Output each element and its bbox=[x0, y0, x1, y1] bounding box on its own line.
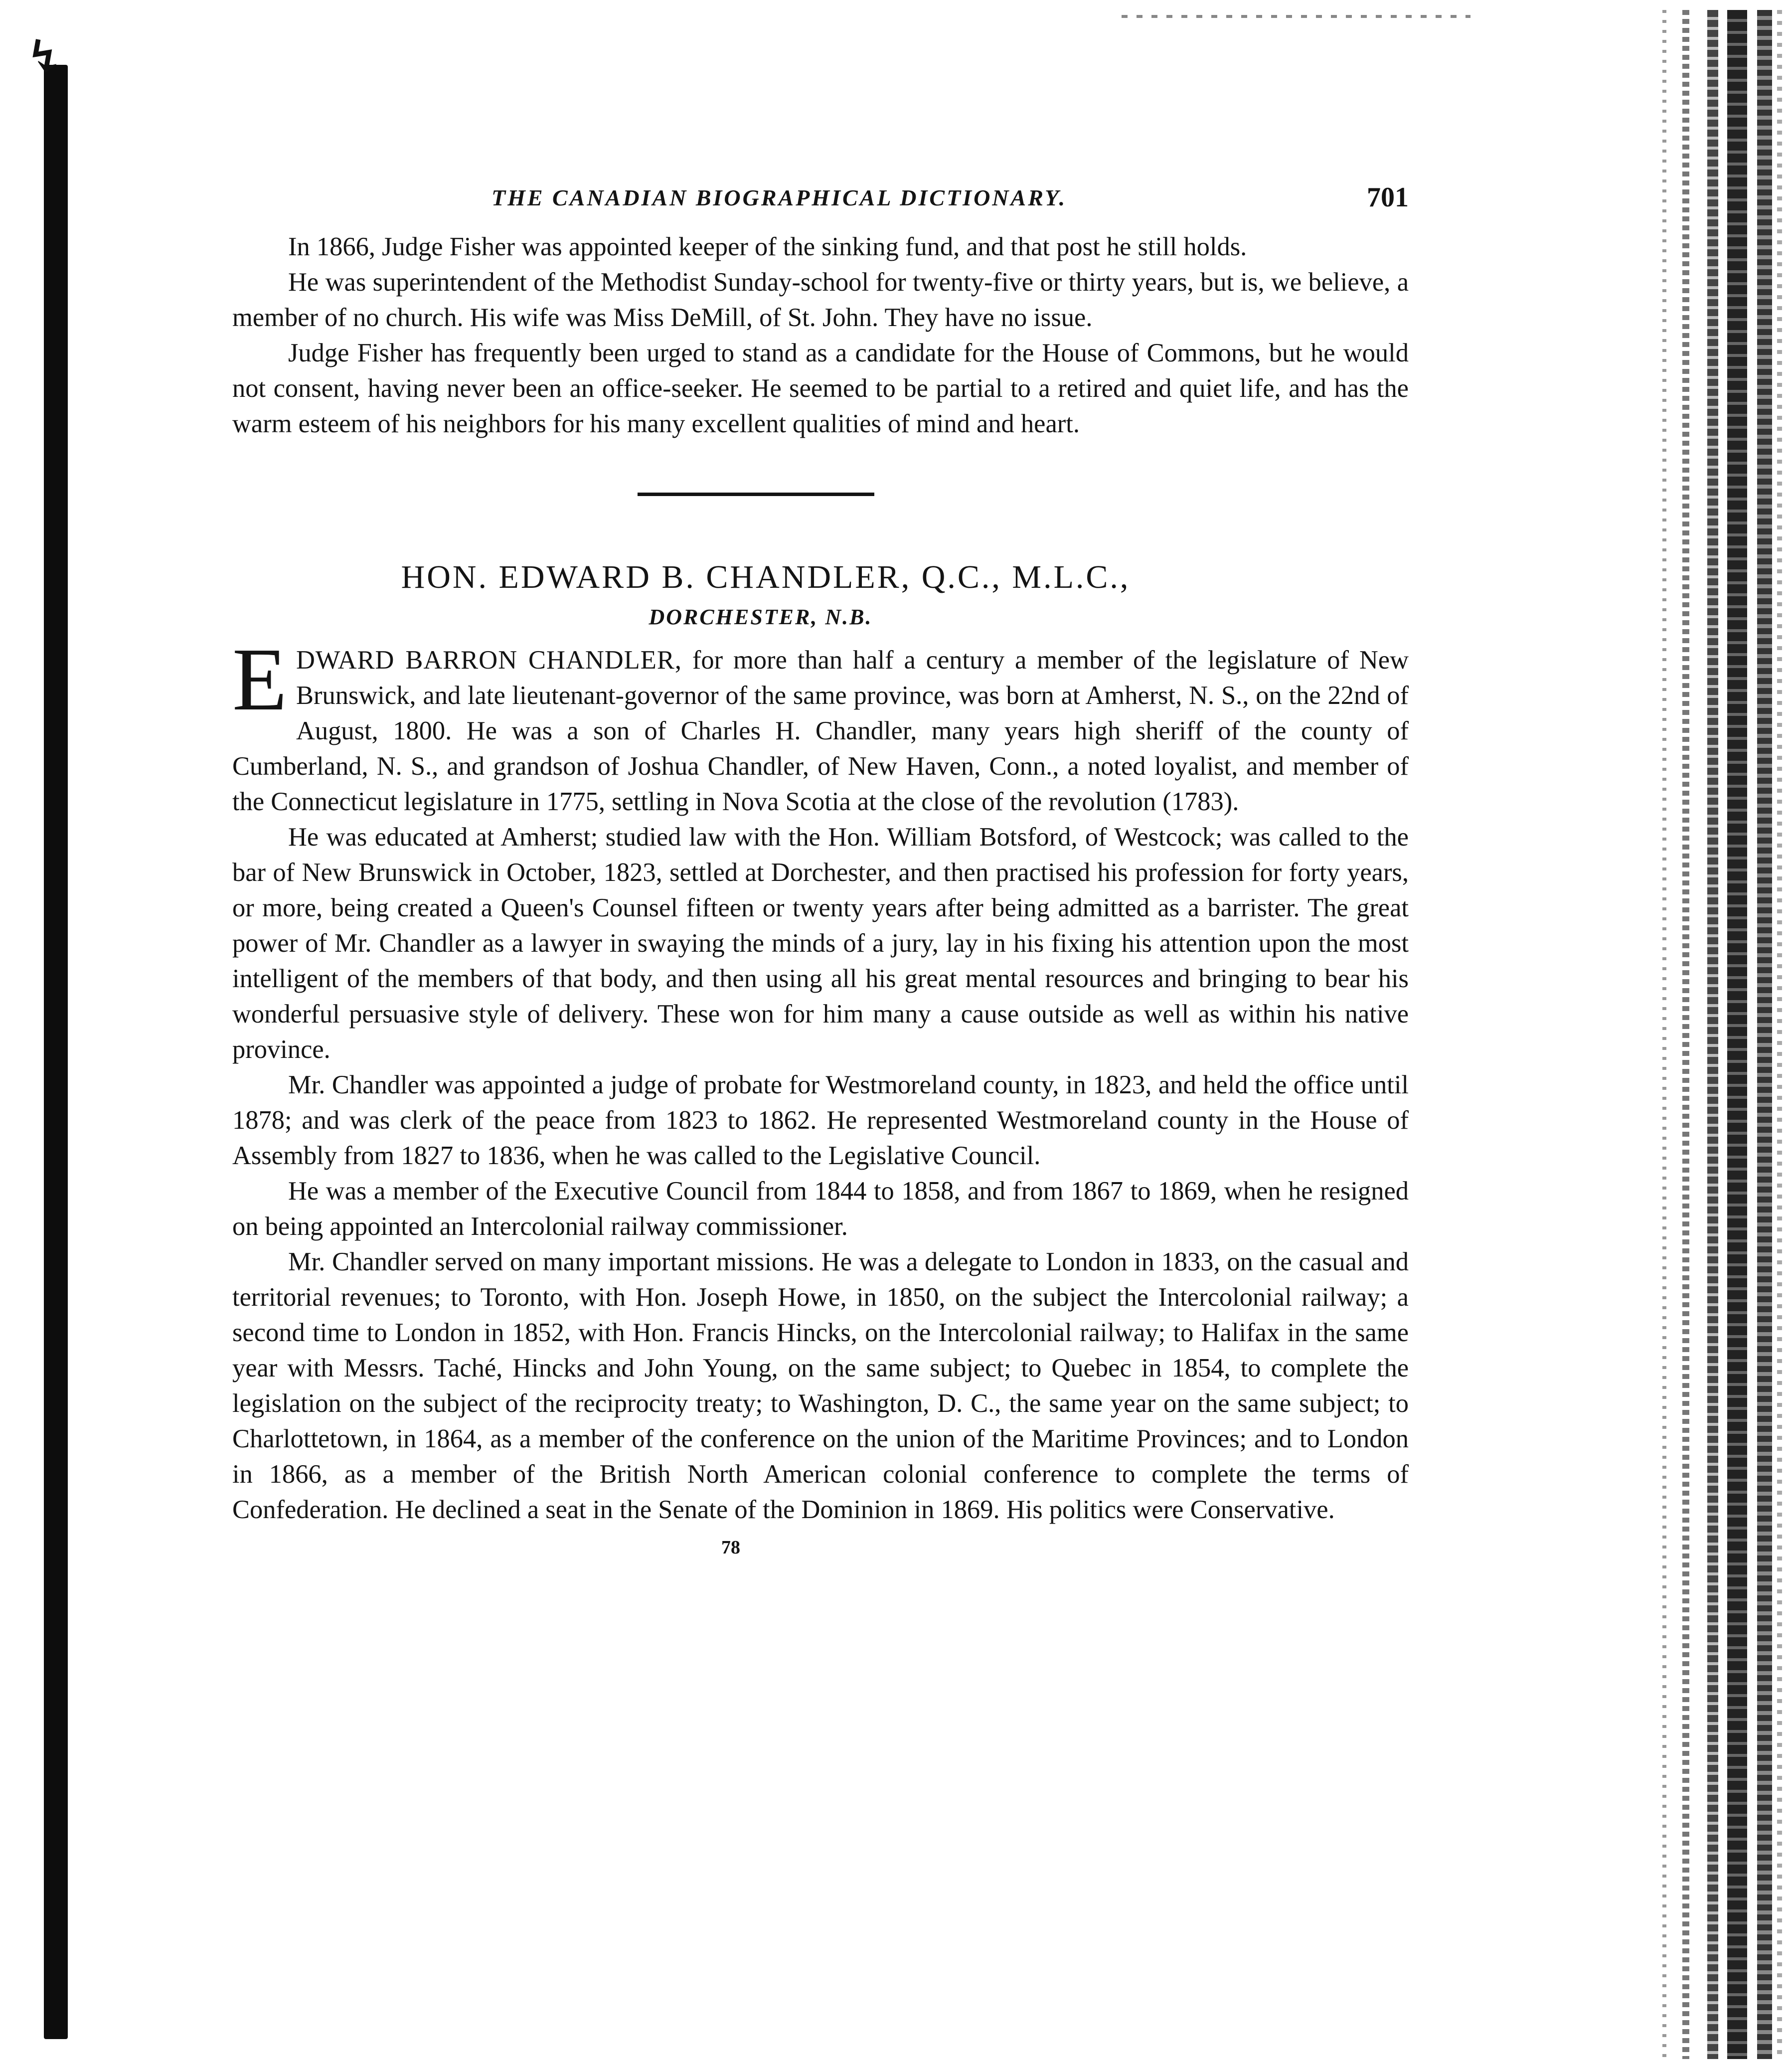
paragraph: In 1866, Judge Fisher was appointed keeper of the sinking fund, and that post he still holds. bbox=[288, 232, 1247, 261]
paragraph: He was educated at Amherst; studied law with the Hon. William Botsford, of Westcock; was called to the bar of New Brunswick in October, 1823, settled at Dorchester, and then practised his profession for forty years, or more, being created a Queen's Counsel fifteen or twenty years after being admitted as a barrister. The great power of Mr. Chandler as a lawyer in swaying the minds of a jury, lay in his fixing his attention upon the most intelligent of the members of that body, and then using all his great mental resources and bringing to bear his wonderful persuasive style of delivery. These won for him many a cause outside as well as within his native province. bbox=[232, 823, 1409, 1064]
paragraph: He was superintendent of the Methodist Sunday-school for twenty-five or thirty years, but is, we believe, a member of no church. His wife was Miss DeMill, of St. John. They have no issue. bbox=[232, 268, 1409, 332]
paragraph: Mr. Chandler was appointed a judge of probate for Westmoreland county, in 1823, and held the office until 1878; and was clerk of the peace from 1823 to 1862. He represented Westmoreland county in the House of Assembly from 1827 to 1836, when he was called to the Legislative Council. bbox=[232, 1070, 1409, 1170]
paragraph: Judge Fisher has frequently been urged to stand as a candidate for the House of Commons, but he would not consent, having never been an office-seeker. He seemed to be partial to a retired and quiet life, and has the warm esteem of his neighbors for his many excellent qualities of mind and heart. bbox=[232, 339, 1409, 438]
running-head bbox=[232, 184, 1409, 229]
previous-entry bbox=[232, 229, 1409, 442]
entry-heading: HON. EDWARD B. CHANDLER, Q.C., M.L.C., bbox=[401, 559, 1131, 595]
scan-artifact bbox=[1122, 15, 1470, 18]
lead-paragraph bbox=[232, 630, 1409, 820]
entry-location: DORCHESTER, N.B. bbox=[649, 605, 873, 629]
adjacent-page-edge bbox=[1652, 10, 1792, 2059]
running-title: THE CANADIAN BIOGRAPHICAL DICTIONARY. bbox=[491, 185, 1067, 210]
paragraph: Mr. Chandler served on many important missions. He was a delegate to London in 1833, on the casual and territorial revenues; to Toronto, with Hon. Joseph Howe, in 1850, on the subject the Intercolonial railway; a second time to London in 1852, with Hon. Francis Hincks, on the Intercolonial railway; to Halifax in the same year with Messrs. Taché, Hincks and John Young, on the same subject; to Quebec in 1854, to complete the legislation on the subject of the reciprocity treaty; to Washington, D. C., the same year on the same subject; to Charlottetown, in 1864, as a member of the conference on the union of the Maritime Provinces; and to London in 1866, as a member of the British North American colonial conference to complete the terms of Confederation. He declined a seat in the Senate of the Dominion in 1869. His politics were Conservative. bbox=[232, 1247, 1409, 1524]
entry-body bbox=[232, 630, 1409, 1528]
lead-text: for more than half a century a member of the legislature of New Brunswick, and late lieutenant-governor of the same province, was born at Amherst, N. S., on the 22nd of August, 1800. He was a son of Charles H. Chandler, many years high sheriff of the county of Cumberland, N. S., and grandson of Joshua Chandler, of New Haven, Conn., a noted loyalist, and member of the Connecticut legislature in 1775, settling in Nova Scotia at the close of the revolution (1783). bbox=[232, 646, 1409, 816]
section-divider bbox=[638, 493, 874, 496]
binding-mark-icon: ↯ bbox=[25, 32, 63, 82]
page-content bbox=[232, 184, 1409, 1558]
drop-cap: E bbox=[232, 630, 287, 729]
binding-shadow bbox=[44, 65, 68, 2039]
page-number: 701 bbox=[1367, 182, 1409, 213]
paragraph: He was a member of the Executive Council from 1844 to 1858, and from 1867 to 1869, when he resigned on being appointed an Intercolonial railway commissioner. bbox=[232, 1177, 1409, 1241]
lead-caps: DWARD BARRON CHANDLER, bbox=[296, 646, 682, 675]
signature-mark: 78 bbox=[721, 1537, 740, 1558]
